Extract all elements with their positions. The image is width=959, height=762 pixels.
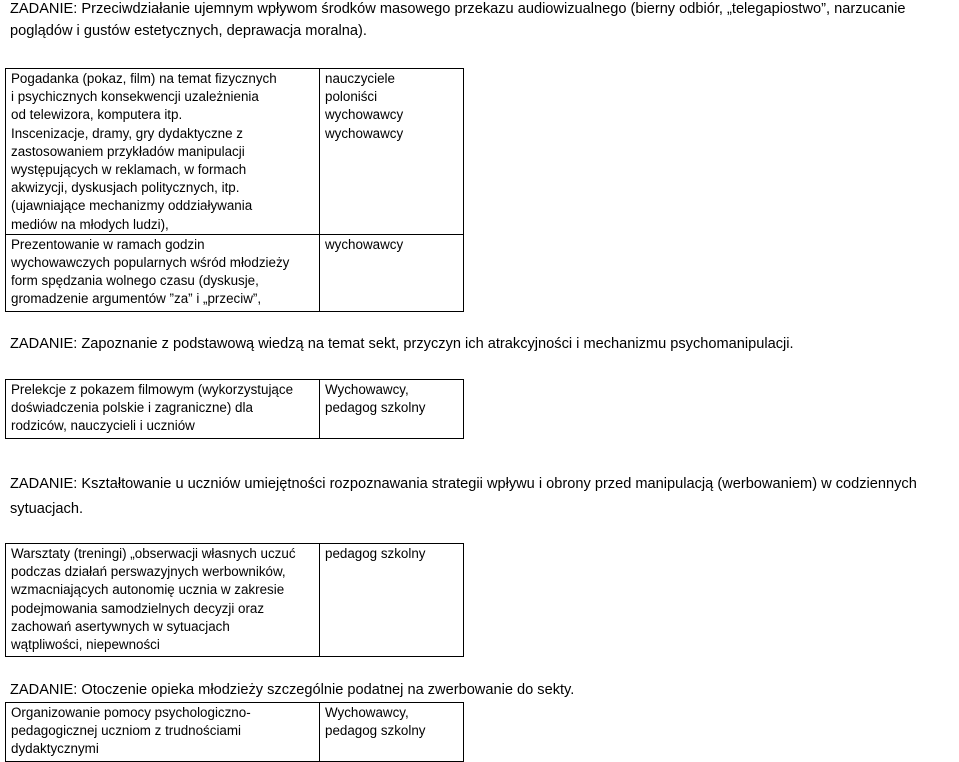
responsible-line: pedagog szkolny [325,546,426,561]
activity-line: od telewizora, komputera itp. [11,107,183,123]
activity-line: Inscenizacje, dramy, gry dydaktyczne z [11,125,243,141]
activity-cell [6,703,320,762]
task3-heading-line: sytuacjach. [10,501,84,517]
responsible-line: poloniści [325,89,378,105]
responsible-line: pedagog szkolny [325,723,426,739]
activity-line: dydaktycznymi [11,741,99,757]
activity-line: Warsztaty (treningi) „obserwacji własnych uczuć [11,546,296,561]
activity-cell [6,234,320,311]
responsible-line: Wychowawcy, [325,382,409,397]
activity-line: Prelekcje z pokazem filmowym (wykorzystujące [11,382,294,397]
activity-line: wychowawczych popularnych wśród młodzieży [11,255,290,271]
task3-heading [10,473,958,520]
activity-line: Pogadanka (pokaz, film) na temat fizycznych [11,71,277,86]
table-row [6,234,464,311]
responsible-cell [320,69,464,235]
responsible-line: Wychowawcy, [325,705,409,720]
task4-heading: ZADANIE: Otoczenie opieka młodzieży szczególnie podatnej na zwerbowanie do sekty. [10,682,575,698]
table-row [6,703,464,762]
activity-line: doświadczenia polskie i zagraniczne) dla [11,400,253,416]
table-row [6,69,464,235]
responsible-cell [320,544,464,657]
responsible-line: pedagog szkolny [325,400,426,416]
task2-heading: ZADANIE: Zapoznanie z podstawową wiedzą na temat sekt, przyczyn ich atrakcyjności i mechanizmu psychomanipulacji. [10,336,794,352]
responsible-line: wychowawcy [325,107,404,123]
activity-line: i psychicznych konsekwencji uzależnienia [11,89,259,105]
activity-cell [6,380,320,439]
responsible-cell [320,703,464,762]
responsible-line: wychowawcy [325,125,404,141]
activity-line: gromadzenie argumentów ”za” i „przeciw”, [11,291,262,307]
activity-line: form spędzania wolnego czasu (dyskusje, [11,273,259,289]
activity-line: podejmowania samodzielnych decyzji oraz [11,600,265,616]
table-row [6,544,464,657]
task1-heading: ZADANIE: Przeciwdziałanie ujemnym wpływom środków masowego przekazu audiowizualnego (bierny odbiór, „telegapiostwo”, narzucanie poglądów i gustów estetycznych, deprawacja moralna). [10,1,906,39]
activity-line: wątpliwości, niepewności [11,637,160,653]
activity-cell [6,69,320,235]
responsible-line: wychowawcy [325,236,404,252]
activity-cell [6,544,320,657]
task4-table [5,702,464,762]
task3-heading-line: ZADANIE: Kształtowanie u uczniów umiejętności rozpoznawania strategii wpływu i obrony przed manipulacją (werbowaniem) w codziennych [10,476,917,492]
activity-line: występujących w reklamach, w formach [11,162,247,178]
task2-table [5,379,464,439]
activity-line: akwizycji, dyskusjach politycznych, itp. [11,180,240,196]
responsible-line: nauczyciele [325,71,395,86]
task3-table [5,543,464,657]
activity-line: podczas działań perswazyjnych werbowników, [11,564,286,580]
task1-table [5,68,464,312]
activity-line: Organizowanie pomocy psychologiczno- [11,705,251,720]
table-row [6,380,464,439]
activity-line: zastosowaniem przykładów manipulacji [11,143,245,159]
activity-line: wzmacniających autonomię ucznia w zakresie [11,582,285,598]
activity-line: mediów na młodych ludzi), [11,216,169,232]
activity-line: Prezentowanie w ramach godzin [11,236,205,252]
activity-line: rodziców, nauczycieli i uczniów [11,418,195,434]
activity-line: (ujawniające mechanizmy oddziaływania [11,198,253,214]
responsible-cell [320,234,464,311]
activity-line: pedagogicznej uczniom z trudnościami [11,723,241,739]
responsible-cell [320,380,464,439]
activity-line: zachowań asertywnych w sytuacjach [11,618,230,634]
